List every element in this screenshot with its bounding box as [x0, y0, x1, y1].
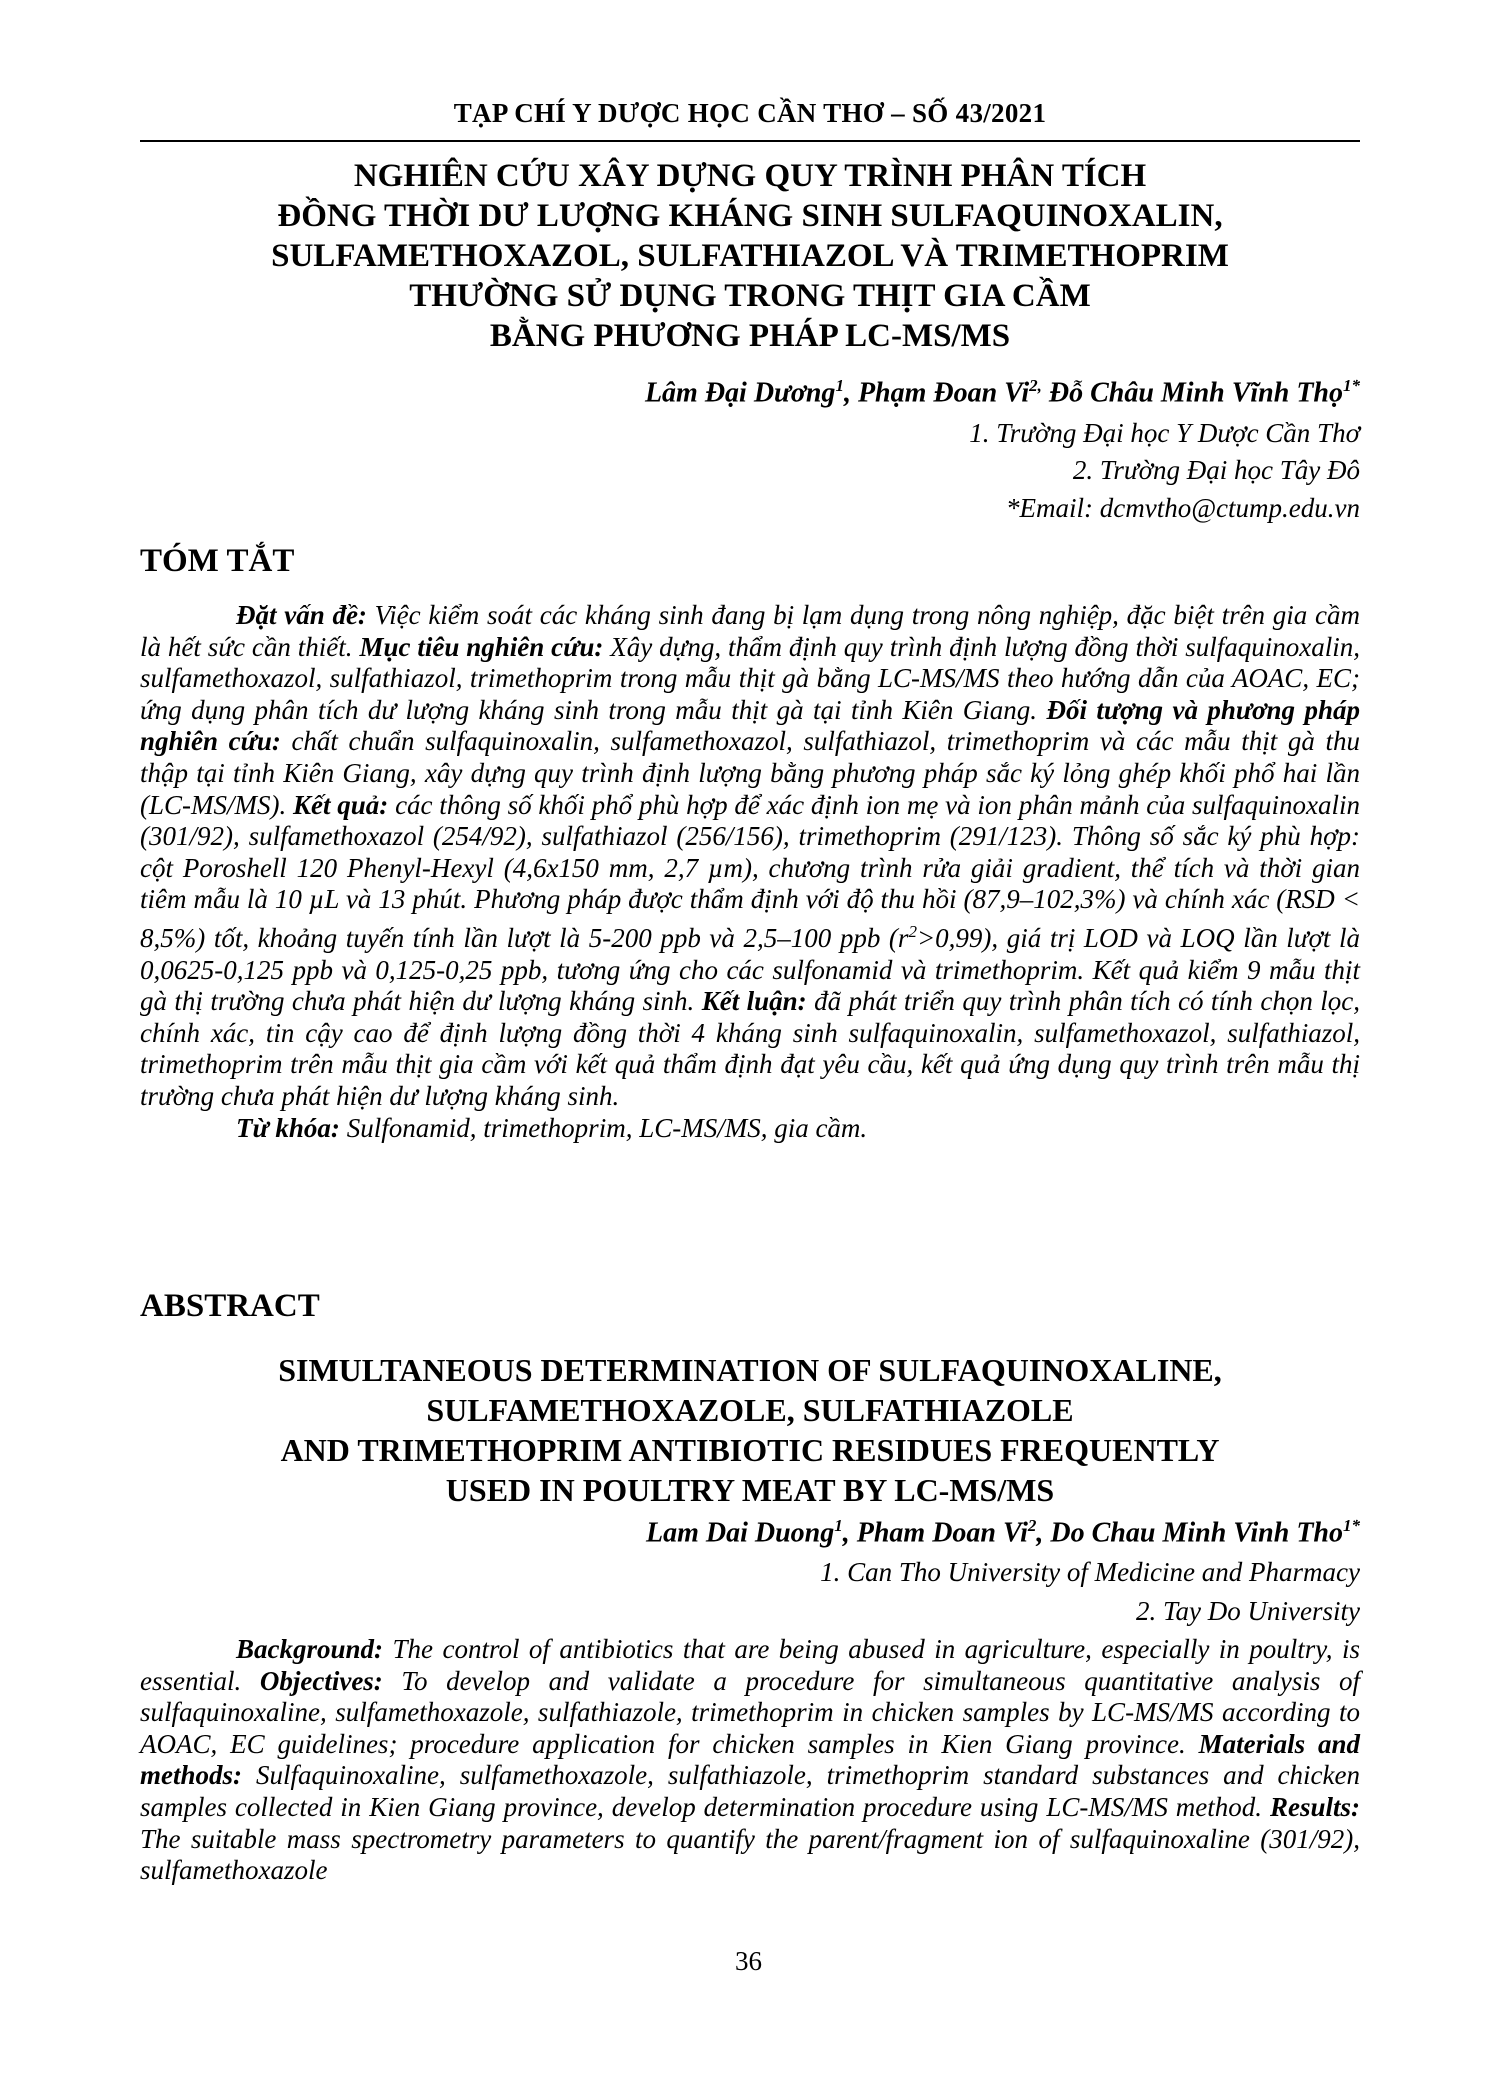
author-affiliation-mark: 1	[834, 1516, 843, 1535]
title-en-line: SIMULTANEOUS DETERMINATION OF SULFAQUINOXALINE,	[278, 1352, 1222, 1388]
affiliation-2: 2. Trường Đại học Tây Đô	[1072, 455, 1360, 485]
abstract-text: các thông số khối phổ phù hợp để xác định ion mẹ và ion phân mảnh của sulfaquinoxalin (301/92), sulfamethoxazol (254/92), sulfathiazol (256/156), trimethoprim (291/123). Thông số sắc ký phù hợp: cột Poroshell 120 Phenyl-Hexyl (4,6x150 mm, 2,7 µm), chương trình rửa giải gradient, thể tích và thời gian tiêm mẫu là 10 µL và 13 phút. Phương pháp được thẩm định với độ thu hồi (87,9–102,3%) và chính xác (RSD < 8,5%) tốt, khoảng tuyến tính lần lượt là 5-200 ppb và 2,5–100 ppb (r	[140, 789, 1360, 953]
title-vietnamese	[140, 156, 1360, 356]
corresponding-email: *Email: dcmvtho@ctump.edu.vn	[1006, 493, 1360, 523]
author-name: Do Chau Minh Vinh Tho	[1050, 1517, 1343, 1549]
label-background: Background:	[236, 1634, 384, 1664]
heading-tom-tat: TÓM TẮT	[140, 543, 295, 579]
authors-english: Lam Dai Duong$^1$, Pham Doan Vi$^2$, Do Chau Minh Vinh Tho$^{1*}$	[645, 1516, 1360, 1549]
abstract-text: To develop and validate a procedure for simultaneous quantitative analysis of sulfaquinoxaline, sulfamethoxazole, sulfathiazole, trimethoprim in chicken samples by LC-MS/MS according to AOAC, EC guidelines; procedure application for chicken samples in Kien Giang province.	[140, 1665, 1360, 1759]
title-en-line: SULFAMETHOXAZOLE, SULFATHIAZOLE	[426, 1392, 1074, 1428]
keywords-text: Sulfonamid, trimethoprim, LC-MS/MS, gia cầm.	[339, 1112, 868, 1143]
affiliation-en-1: 1. Can Tho University of Medicine and Pharmacy	[820, 1557, 1360, 1587]
label-muc-tieu: Mục tiêu nghiên cứu:	[359, 631, 604, 662]
abstract-vn-paragraph	[140, 600, 1360, 1113]
header-rule	[140, 140, 1360, 142]
abstract-text: Xây dựng, thẩm định quy trình định lượng đồng thời sulfaquinoxalin, sulfamethoxazol, sulfathiazol, trimethoprim trong mẫu thịt gà bằng LC-MS/MS theo hướng dẫn của AOAC, EC; ứng dụng phân tích dư lượng kháng sinh trong mẫu thịt gà tại tỉnh Kiên Giang.	[140, 631, 1361, 725]
affiliation-1: 1. Trường Đại học Y Dược Cần Thơ	[969, 418, 1360, 448]
page-number: 36	[735, 1946, 762, 1976]
abstract-text: Sulfaquinoxaline, sulfamethoxazole, sulfathiazole, trimethoprim standard substances and chicken samples collected in Kien Giang province, develop determination procedure using LC-MS/MS method.	[140, 1760, 1360, 1822]
keywords-paragraph	[140, 1113, 1360, 1145]
abstract-vietnamese	[140, 600, 1360, 1144]
label-materials-methods: Materials and methods:	[140, 1728, 1360, 1791]
abstract-text: đã phát triển quy trình phân tích có tính chọn lọc, chính xác, tin cậy cao để định lượng đồng thời 4 kháng sinh sulfaquinoxalin, sulfamethoxazol, sulfathiazol, trimethoprim trên mẫu thịt gia cầm với kết quả thẩm định đạt yêu cầu, kết quả ứng dụng quy trình trên mẫu thị trường chưa phát hiện dư lượng kháng sinh.	[140, 986, 1361, 1111]
abstract-en-paragraph	[140, 1634, 1360, 1887]
title-en-line: AND TRIMETHOPRIM ANTIBIOTIC RESIDUES FREQUENTLY	[280, 1432, 1220, 1468]
label-ket-qua: Kết quả:	[293, 789, 389, 820]
affiliation-en-2: 2. Tay Do University	[1136, 1596, 1360, 1626]
label-dat-van-de: Đặt vấn đề:	[236, 600, 367, 630]
author-name: Lâm Đại Dương	[644, 377, 836, 409]
superscript: 2	[908, 921, 917, 941]
author-name: Phạm Đoan Vi	[857, 377, 1030, 409]
title-english	[140, 1350, 1360, 1510]
author-name: Lam Dai Duong	[645, 1517, 835, 1549]
author-affiliation-mark: 1*	[1343, 376, 1360, 395]
journal-header: TẠP CHÍ Y DƯỢC HỌC CẦN THƠ – SỐ 43/2021	[453, 98, 1047, 128]
title-vn-line: BẰNG PHƯƠNG PHÁP LC-MS/MS	[489, 318, 1011, 354]
author-affiliation-mark: 2	[1027, 1516, 1037, 1535]
author-name: Đỗ Châu Minh Vĩnh Thọ	[1048, 377, 1343, 409]
author-name: Pham Doan Vi	[856, 1517, 1028, 1549]
author-affiliation-mark: 1	[835, 376, 844, 395]
abstract-text: The control of antibiotics that are being abused in agriculture, especially in poultry, is essential.	[140, 1634, 1360, 1696]
label-doi-tuong-phuong-phap: Đối tượng và phương pháp nghiên cứu:	[140, 694, 1360, 757]
author-affiliation-mark: 1*	[1343, 1516, 1360, 1535]
abstract-text: chất chuẩn sulfaquinoxalin, sulfamethoxazol, sulfathiazol, trimethoprim và các mẫu thịt gà thu thập tại tỉnh Kiên Giang, xây dựng quy trình định lượng bằng phương pháp sắc ký lỏng ghép khối phổ hai lần (LC-MS/MS).	[140, 726, 1360, 820]
label-tu-khoa: Từ khóa:	[236, 1112, 340, 1143]
title-vn-line: ĐỒNG THỜI DƯ LƯỢNG KHÁNG SINH SULFAQUINOXALIN,	[277, 198, 1223, 234]
title-vn-line: THƯỜNG SỬ DỤNG TRONG THỊT GIA CẦM	[409, 278, 1091, 314]
title-en-line: USED IN POULTRY MEAT BY LC-MS/MS	[445, 1472, 1055, 1508]
label-objectives: Objectives:	[259, 1665, 383, 1696]
abstract-english	[140, 1634, 1360, 1887]
abstract-text: The suitable mass spectrometry parameters to quantify the parent/fragment ion of sulfaquinoxaline (301/92), sulfamethoxazole	[140, 1823, 1360, 1886]
authors-vietnamese: Lâm Đại Dương$^1$, Phạm Đoan $Vi^{2,}$ Đỗ Châu Minh Vĩnh Thọ$^{1*}$	[644, 376, 1360, 409]
abstract-text: Việc kiểm soát các kháng sinh đang bị lạm dụng trong nông nghiệp, đặc biệt trên gia cầm là hết sức cần thiết.	[140, 600, 1360, 662]
label-ket-luan: Kết luận:	[701, 986, 807, 1017]
title-vn-line: SULFAMETHOXAZOL, SULFATHIAZOL VÀ TRIMETHOPRIM	[271, 238, 1229, 274]
author-affiliation-mark: 2,	[1029, 376, 1042, 395]
abstract-text: >0,99), giá trị LOD và LOQ lần lượt là 0,0625-0,125 ppb và 0,125-0,25 ppb, tương ứng cho các sulfonamid và trimethoprim. Kết quả kiểm 9 mẫu thịt gà thị trường chưa phát hiện dư lượng kháng sinh.	[140, 922, 1361, 1017]
heading-abstract: ABSTRACT	[140, 1288, 320, 1324]
title-vn-line: NGHIÊN CỨU XÂY DỰNG QUY TRÌNH PHÂN TÍCH	[353, 158, 1147, 194]
label-results: Results:	[1269, 1791, 1360, 1822]
